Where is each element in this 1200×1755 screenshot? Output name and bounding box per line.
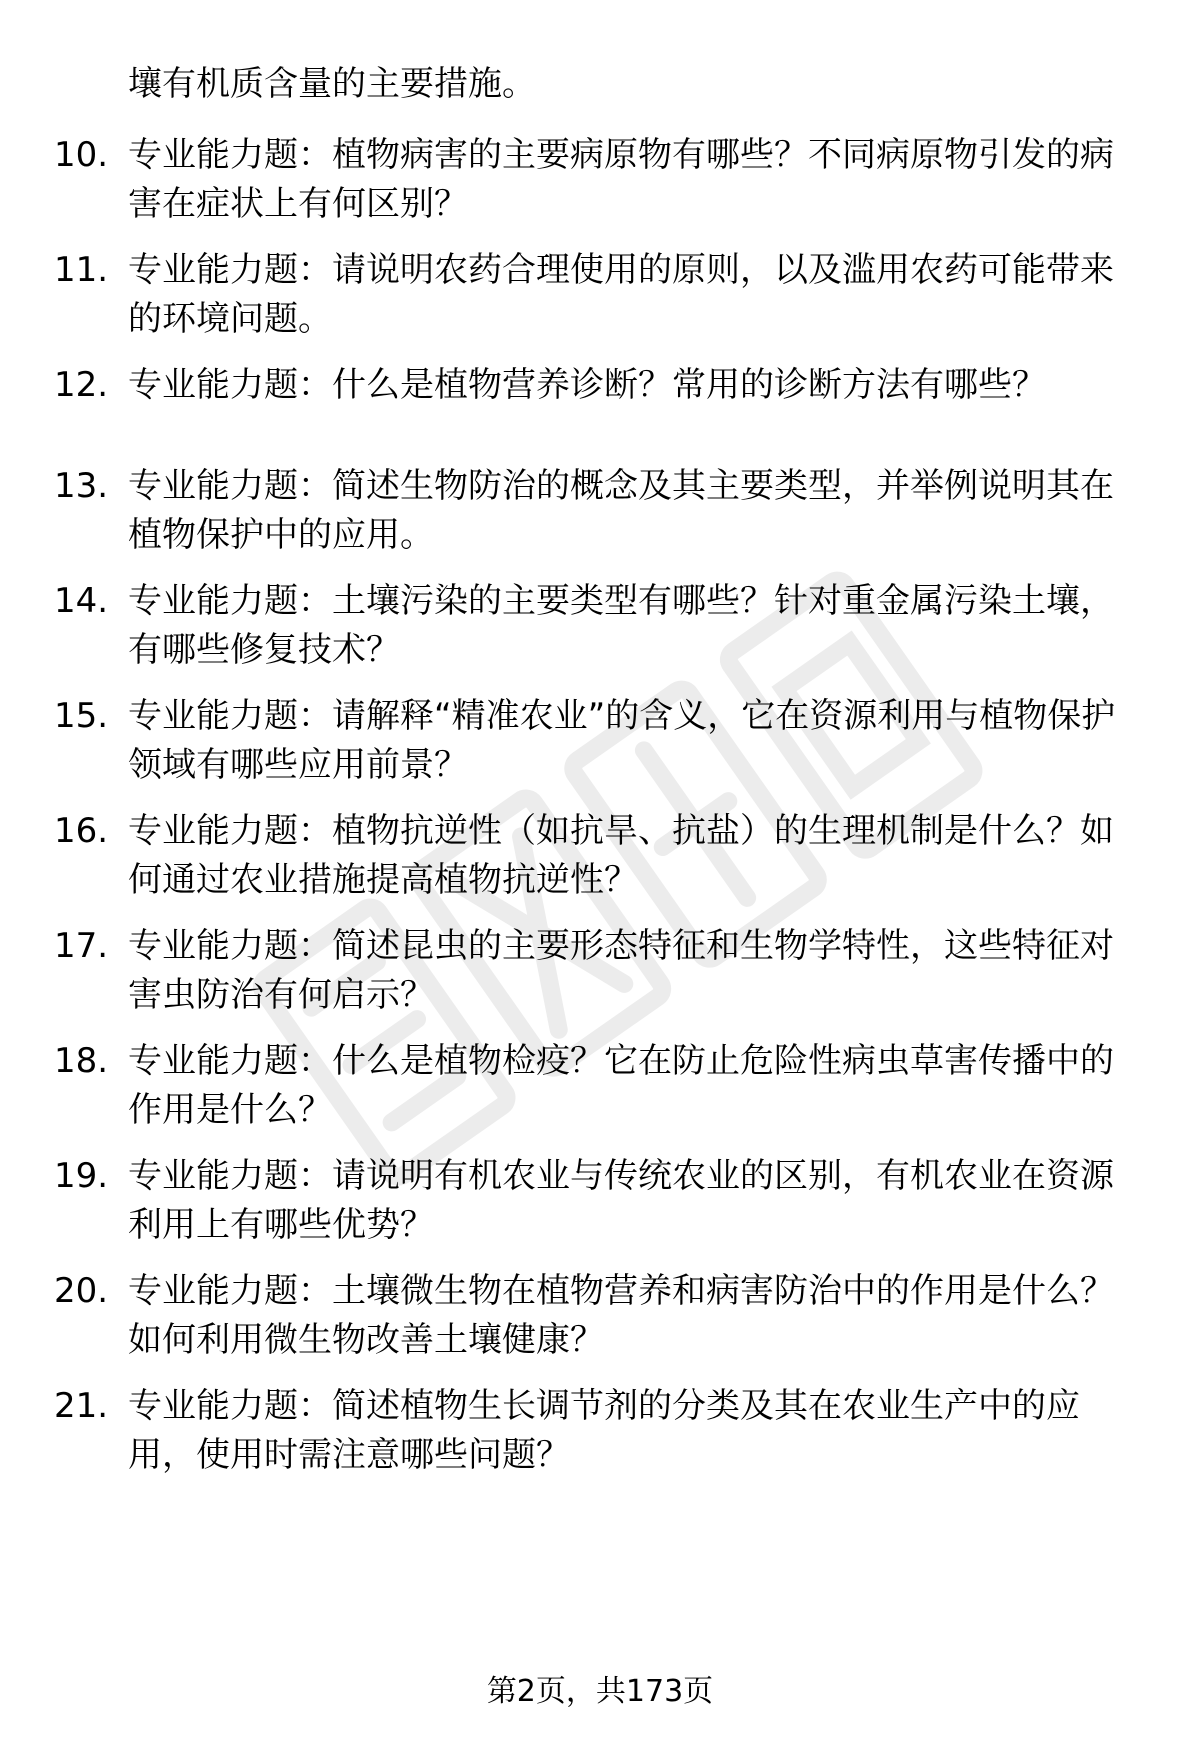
question-text: 专业能力题：土壤污染的主要类型有哪些？针对重金属污染土壤，有哪些修复技术？ — [128, 581, 1114, 670]
question-number: 14. — [54, 581, 109, 621]
question-number: 19. — [54, 1156, 109, 1196]
question-number: 16. — [54, 811, 109, 851]
question-number: 18. — [54, 1041, 109, 1081]
continuation-text: 壤有机质含量的主要措施。 — [128, 64, 536, 104]
page-footer: 第2页，共173页 — [486, 1674, 714, 1709]
question-number: 11. — [54, 250, 109, 290]
question-text: 专业能力题：简述生物防治的概念及其主要类型，并举例说明其在植物保护中的应用。 — [128, 466, 1114, 555]
question-text: 专业能力题：植物抗逆性（如抗旱、抗盐）的生理机制是什么？如何通过农业措施提高植物抗逆性？ — [128, 811, 1114, 900]
question-number: 15. — [54, 696, 109, 736]
question-number: 21. — [54, 1386, 109, 1426]
question-number: 10. — [54, 135, 109, 175]
question-text: 专业能力题：请说明农药合理使用的原则，以及滥用农药可能带来的环境问题。 — [128, 250, 1114, 339]
question-text: 专业能力题：简述植物生长调节剂的分类及其在农业生产中的应用，使用时需注意哪些问题？ — [128, 1386, 1080, 1475]
question-number: 12. — [54, 365, 109, 405]
question-number: 13. — [54, 466, 109, 506]
question-number: 17. — [54, 926, 109, 966]
question-text: 专业能力题：请说明有机农业与传统农业的区别，有机农业在资源利用上有哪些优势？ — [128, 1156, 1114, 1245]
question-text: 专业能力题：土壤微生物在植物营养和病害防治中的作用是什么？如何利用微生物改善土壤健康？ — [128, 1271, 1114, 1360]
question-text: 专业能力题：简述昆虫的主要形态特征和生物学特性，这些特征对害虫防治有何启示？ — [128, 926, 1114, 1015]
question-text: 专业能力题：请解释“精准农业”的含义，它在资源利用与植物保护领域有哪些应用前景？ — [128, 696, 1116, 785]
question-text: 专业能力题：什么是植物检疫？它在防止危险性病虫草害传播中的作用是什么？ — [128, 1041, 1114, 1130]
question-text: 专业能力题：什么是植物营养诊断？常用的诊断方法有哪些？ — [128, 365, 1046, 405]
question-text: 专业能力题：植物病害的主要病原物有哪些？不同病原物引发的病害在症状上有何区别？ — [128, 135, 1114, 224]
question-number: 20. — [54, 1271, 109, 1311]
